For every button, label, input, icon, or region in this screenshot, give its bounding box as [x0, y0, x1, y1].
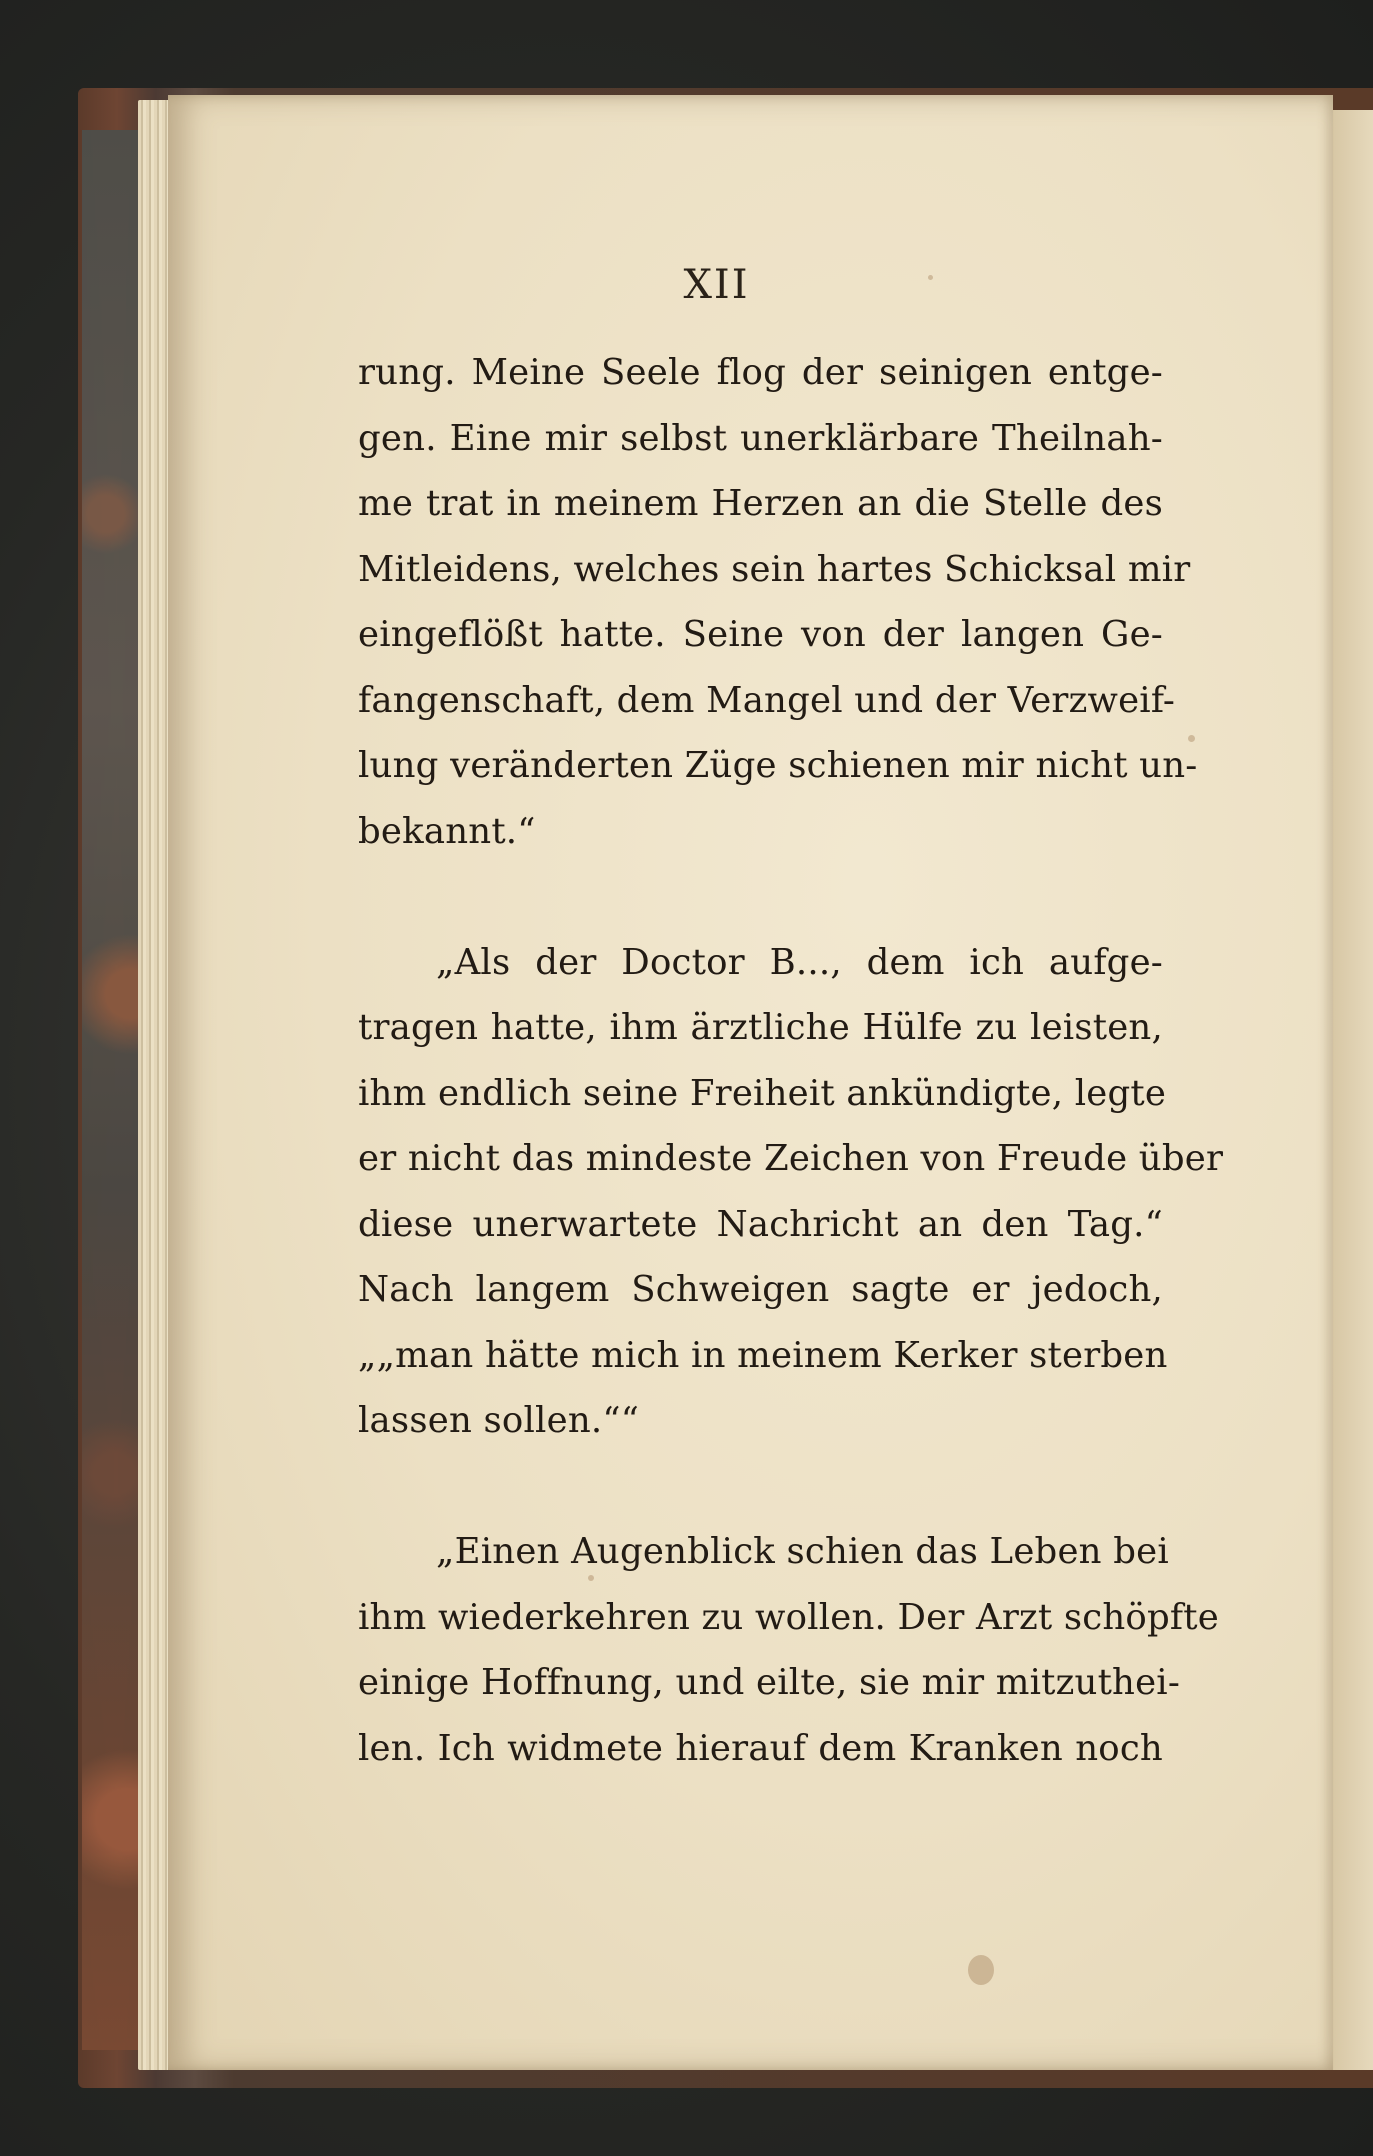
- text-line: einige Hoffnung, und eilte, sie mir mitzuthei-: [358, 1662, 1181, 1703]
- text-line: eingeflößt hatte. Seine von der langen Ge-: [358, 614, 1163, 655]
- foxing-spot: [1188, 735, 1195, 742]
- text-line: lung veränderten Züge schienen mir nicht un-: [358, 745, 1198, 786]
- paragraph-3: [358, 1519, 1219, 1781]
- paragraph-1: [358, 340, 1198, 864]
- text-line: Mitleidens, welches sein hartes Schicksal mir: [358, 548, 1191, 590]
- paragraph-2: [358, 930, 1224, 1454]
- text-line: „Einen Augenblick schien das Leben bei: [436, 1531, 1169, 1572]
- page-number: XII: [683, 262, 750, 308]
- text-line: „Als der Doctor B..., dem ich aufge-: [436, 941, 1163, 983]
- paragraph-gap: [358, 1454, 1163, 1520]
- text-line: lassen sollen.““: [358, 1400, 640, 1441]
- text-line: „„man hätte mich in meinem Kerker sterben: [358, 1334, 1168, 1376]
- text-line: ihm wiederkehren zu wollen. Der Arzt schöpfte: [358, 1596, 1219, 1638]
- text-line: ihm endlich seine Freiheit ankündigte, legte: [358, 1072, 1167, 1114]
- text-line: er nicht das mindeste Zeichen von Freude über: [358, 1138, 1224, 1179]
- foxing-spot: [968, 1955, 994, 1985]
- text-line: rung. Meine Seele flog der seinigen entge-: [358, 352, 1163, 393]
- text-line: len. Ich widmete hierauf dem Kranken noch: [358, 1727, 1163, 1769]
- text-line: bekannt.“: [358, 810, 536, 852]
- text-line: fangenschaft, dem Mangel und der Verzweif-: [358, 679, 1176, 721]
- text-line: diese unerwartete Nachricht an den Tag.“: [358, 1203, 1163, 1245]
- text-line: Nach langem Schweigen sagte er jedoch,: [358, 1269, 1163, 1310]
- text-line: me trat in meinem Herzen an die Stelle des: [358, 483, 1163, 524]
- text-line: gen. Eine mir selbst unerklärbare Theilnah-: [358, 417, 1163, 459]
- paragraph-gap: [358, 864, 1163, 930]
- body-text: [358, 340, 1224, 1781]
- text-line: tragen hatte, ihm ärztliche Hülfe zu leisten,: [358, 1007, 1163, 1048]
